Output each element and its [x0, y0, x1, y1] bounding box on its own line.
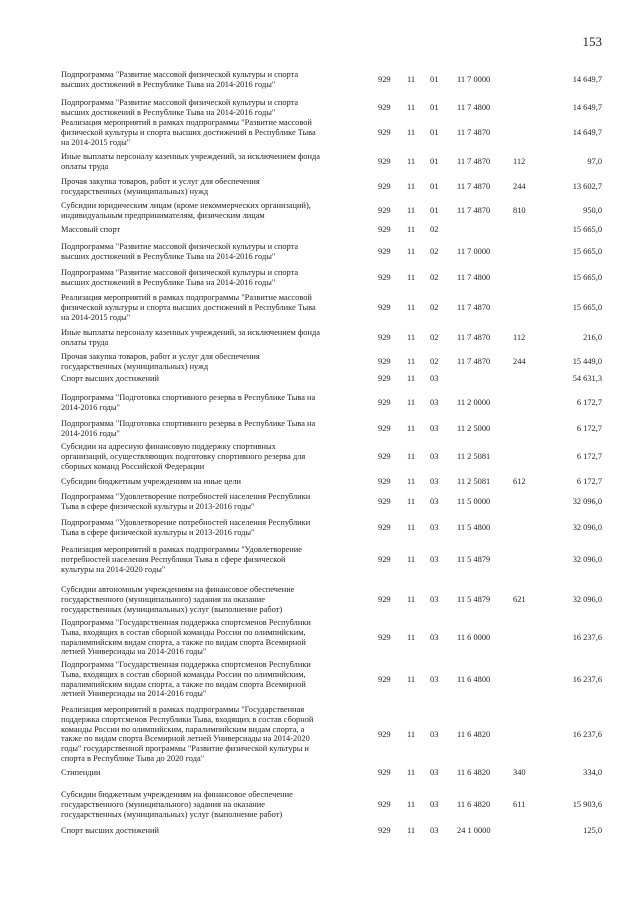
cell-ministry: 929: [378, 477, 391, 486]
row-name: Подпрограмма "Развитие массовой физической культуры и спорта высших достижений в Республике Тыва на 2014-2016 годы": [61, 242, 299, 261]
cell-amount: 950,0: [583, 205, 602, 215]
cell-amount: 32 096,0: [572, 496, 602, 506]
cell-target-article: 11 7 4870: [457, 181, 491, 191]
cell-podrazdel: 01: [430, 156, 439, 166]
cell-ministry: 929: [378, 799, 391, 809]
row-name: Иные выплаты персоналу казенных учреждений, за исключением фонда оплаты труда: [61, 152, 320, 171]
cell-expense-type: 244: [513, 181, 526, 191]
cell-target-article: 11 7 4800: [457, 102, 491, 112]
cell-target-article: 11 7 4870: [457, 205, 491, 215]
cell-target-article: 11 7 0000: [457, 246, 491, 256]
cell-target-article: 11 2 5081: [457, 451, 491, 461]
cell-amount: 54 631,3: [572, 374, 602, 383]
cell-podrazdel: 03: [430, 729, 439, 739]
cell-podrazdel: 02: [430, 356, 439, 366]
row-name: Подпрограмма "Государственная поддержка спортсменов Республики Тыва, входящих в состав сборной команды России по олимпийским, паралимпийским видам спорта, а также по видам спорта Всемирной летней Универсиады на 2014-2016 годы": [61, 618, 311, 657]
cell-amount: 334,0: [583, 768, 602, 777]
row-name: Подпрограмма "Развитие массовой физической культуры и спорта высших достижений в Республике Тыва на 2014-2016 годы": [61, 70, 299, 89]
cell-amount: 97,0: [587, 156, 602, 166]
cell-expense-type: 112: [513, 332, 526, 342]
cell-ministry: 929: [378, 156, 391, 166]
cell-ministry: 929: [378, 451, 391, 461]
cell-podrazdel: 01: [430, 127, 439, 137]
cell-razdel: 11: [407, 674, 416, 684]
row-name: Спорт высших достижений: [61, 826, 159, 835]
cell-razdel: 11: [407, 397, 416, 407]
cell-amount: 6 172,7: [576, 423, 602, 433]
cell-podrazdel: 02: [430, 246, 439, 256]
cell-razdel: 11: [407, 729, 416, 739]
cell-ministry: 929: [378, 397, 391, 407]
cell-razdel: 11: [407, 522, 416, 532]
cell-expense-type: 612: [513, 477, 526, 486]
cell-target-article: 11 2 5081: [457, 477, 491, 486]
cell-podrazdel: 03: [430, 496, 439, 506]
cell-ministry: 929: [378, 374, 391, 383]
row-name: Массовый спорт: [61, 225, 121, 234]
row-name: Прочая закупка товаров, работ и услуг для обеспечения государственных (муниципальных) нужд: [61, 177, 260, 196]
cell-expense-type: 810: [513, 205, 526, 215]
cell-podrazdel: 01: [430, 181, 439, 191]
cell-amount: 14 649,7: [572, 74, 602, 84]
cell-ministry: 929: [378, 554, 391, 564]
cell-ministry: 929: [378, 674, 391, 684]
cell-amount: 6 172,7: [576, 451, 602, 461]
cell-target-article: 11 7 4870: [457, 332, 491, 342]
cell-amount: 16 237,6: [572, 632, 602, 642]
cell-amount: 125,0: [583, 826, 602, 835]
cell-razdel: 11: [407, 74, 416, 84]
cell-ministry: 929: [378, 768, 391, 777]
cell-target-article: 24 1 0000: [457, 826, 491, 835]
row-name: Стипендии: [61, 768, 101, 777]
row-name: Подпрограмма "Развитие массовой физической культуры и спорта высших достижений в Республике Тыва на 2014-2016 годы": [61, 98, 299, 117]
cell-ministry: 929: [378, 225, 391, 234]
row-name: Подпрограмма "Удовлетворение потребностей населения Республики Тыва в сфере физической культуры и 2013-2016 годы": [61, 518, 311, 537]
cell-target-article: 11 6 4820: [457, 768, 491, 777]
cell-podrazdel: 03: [430, 826, 439, 835]
cell-target-article: 11 5 0000: [457, 496, 491, 506]
row-name: Подпрограмма "Государственная поддержка спортсменов Республики Тыва, входящих в состав сборной команды России по олимпийским, паралимпийским видам спорта, а также по видам спорта Всемирной летней Универсиады на 2014-2016 годы": [61, 660, 311, 699]
row-name: Субсидии на адресную финансовую поддержку спортивных организаций, осуществляющих подготовку спортивного резерва для сборных команд Российской Федерации: [61, 442, 306, 471]
cell-razdel: 11: [407, 768, 416, 777]
row-name: Подпрограмма "Развитие массовой физической культуры и спорта высших достижений в Республике Тыва на 2014-2016 годы": [61, 268, 299, 287]
row-name: Субсидии бюджетным учреждениям на иные цели: [61, 477, 241, 486]
cell-podrazdel: 03: [430, 423, 439, 433]
cell-ministry: 929: [378, 594, 391, 604]
cell-podrazdel: 02: [430, 225, 439, 234]
cell-podrazdel: 02: [430, 332, 439, 342]
cell-podrazdel: 03: [430, 374, 439, 383]
cell-ministry: 929: [378, 272, 391, 282]
cell-target-article: 11 6 4820: [457, 729, 491, 739]
cell-target-article: 11 5 4879: [457, 594, 491, 604]
row-name: Подпрограмма "Удовлетворение потребностей населения Республики Тыва в сфере физической культуры и 2013-2016 годы": [61, 492, 311, 511]
cell-amount: 14 649,7: [572, 127, 602, 137]
cell-razdel: 11: [407, 496, 416, 506]
cell-amount: 15 903,6: [572, 799, 602, 809]
cell-podrazdel: 03: [430, 632, 439, 642]
cell-ministry: 929: [378, 181, 391, 191]
cell-amount: 14 649,7: [572, 102, 602, 112]
cell-razdel: 11: [407, 374, 416, 383]
cell-target-article: 11 6 4800: [457, 674, 491, 684]
cell-ministry: 929: [378, 102, 391, 112]
cell-podrazdel: 03: [430, 799, 439, 809]
cell-razdel: 11: [407, 332, 416, 342]
cell-ministry: 929: [378, 332, 391, 342]
page-number: 153: [582, 34, 602, 49]
cell-podrazdel: 03: [430, 397, 439, 407]
cell-razdel: 11: [407, 102, 416, 112]
row-name: Иные выплаты персоналу казенных учреждений, за исключением фонда оплаты труда: [61, 328, 320, 347]
cell-target-article: 11 7 4870: [457, 356, 491, 366]
cell-amount: 15 665,0: [572, 302, 602, 312]
row-name: Прочая закупка товаров, работ и услуг для обеспечения государственных (муниципальных) нужд: [61, 352, 260, 371]
cell-target-article: 11 5 4800: [457, 522, 491, 532]
cell-razdel: 11: [407, 477, 416, 486]
cell-razdel: 11: [407, 554, 416, 564]
cell-amount: 15 665,0: [572, 246, 602, 256]
cell-podrazdel: 03: [430, 554, 439, 564]
cell-amount: 216,0: [583, 332, 602, 342]
cell-ministry: 929: [378, 826, 391, 835]
cell-amount: 16 237,6: [572, 729, 602, 739]
cell-razdel: 11: [407, 181, 416, 191]
cell-razdel: 11: [407, 799, 416, 809]
cell-ministry: 929: [378, 356, 391, 366]
cell-razdel: 11: [407, 632, 416, 642]
cell-target-article: 11 6 0000: [457, 632, 491, 642]
cell-razdel: 11: [407, 205, 416, 215]
cell-expense-type: 621: [513, 594, 526, 604]
row-name: Подпрограмма "Подготовка спортивного резерва в Республике Тыва на 2014-2016 годы": [61, 393, 316, 412]
cell-razdel: 11: [407, 594, 416, 604]
cell-amount: 15 665,0: [572, 225, 602, 234]
cell-razdel: 11: [407, 272, 416, 282]
cell-amount: 13 602,7: [572, 181, 602, 191]
cell-amount: 6 172,7: [576, 477, 602, 486]
cell-target-article: 11 7 4870: [457, 156, 491, 166]
cell-podrazdel: 03: [430, 594, 439, 604]
cell-razdel: 11: [407, 423, 416, 433]
cell-target-article: 11 7 4870: [457, 127, 491, 137]
cell-podrazdel: 03: [430, 674, 439, 684]
cell-expense-type: 244: [513, 356, 526, 366]
cell-target-article: 11 2 0000: [457, 397, 491, 407]
cell-ministry: 929: [378, 205, 391, 215]
cell-amount: 15 665,0: [572, 272, 602, 282]
cell-target-article: 11 6 4820: [457, 799, 491, 809]
row-name: Подпрограмма "Подготовка спортивного резерва в Республике Тыва на 2014-2016 годы": [61, 419, 316, 438]
cell-ministry: 929: [378, 729, 391, 739]
cell-podrazdel: 03: [430, 768, 439, 777]
cell-amount: 16 237,6: [572, 674, 602, 684]
cell-ministry: 929: [378, 127, 391, 137]
cell-target-article: 11 5 4879: [457, 554, 491, 564]
cell-razdel: 11: [407, 225, 416, 234]
cell-target-article: 11 7 4800: [457, 272, 491, 282]
row-name: Реализация мероприятий в рамках подпрограммы "Развитие массовой физической культуры и спорта высших достижений в Республике Тыва на 2014-2015 годы": [61, 293, 316, 322]
cell-razdel: 11: [407, 826, 416, 835]
cell-podrazdel: 02: [430, 302, 439, 312]
cell-podrazdel: 03: [430, 451, 439, 461]
cell-amount: 32 096,0: [572, 594, 602, 604]
cell-razdel: 11: [407, 302, 416, 312]
cell-target-article: 11 7 0000: [457, 74, 491, 84]
cell-podrazdel: 03: [430, 522, 439, 532]
cell-podrazdel: 03: [430, 477, 439, 486]
row-name: Реализация мероприятий в рамках подпрограммы "Удовлетворение потребностей населения Республики Тыва в сфере физической культуры на 2014-2020 годы": [61, 545, 302, 574]
row-name: Субсидии бюджетным учреждениям на финансовое обеспечение государственного (муниципального) задания на оказание государственных (муниципальных) услуг (выполнение работ): [61, 790, 293, 819]
cell-target-article: 11 7 4870: [457, 302, 491, 312]
row-name: Реализация мероприятий в рамках подпрограммы "Развитие массовой физической культуры и спорта высших достижений в Республике Тыва на 2014-2015 годы": [61, 118, 316, 147]
cell-ministry: 929: [378, 522, 391, 532]
cell-target-article: 11 2 5000: [457, 423, 491, 433]
row-name: Субсидии автономным учреждениям на финансовое обеспечение государственного (муниципального) задания на оказание государственных (муниципальных) услуг (выполнение работ): [61, 585, 295, 614]
cell-razdel: 11: [407, 356, 416, 366]
cell-ministry: 929: [378, 632, 391, 642]
cell-amount: 32 096,0: [572, 554, 602, 564]
row-name: Субсидии юридическим лицам (кроме некоммерческих организаций), индивидуальным предпринимателям, физическим лицам: [61, 201, 311, 220]
cell-razdel: 11: [407, 156, 416, 166]
cell-podrazdel: 02: [430, 272, 439, 282]
cell-podrazdel: 01: [430, 205, 439, 215]
cell-amount: 32 096,0: [572, 522, 602, 532]
cell-expense-type: 611: [513, 799, 526, 809]
cell-ministry: 929: [378, 496, 391, 506]
cell-ministry: 929: [378, 423, 391, 433]
cell-podrazdel: 01: [430, 74, 439, 84]
row-name: Реализация мероприятий в рамках подпрограммы "Государственная поддержка спортсменов Республики Тыва, входящих в состав сборной команды России по олимпийским, паралимпийским видам спорта, а также по видам спорта Всемирной летней Универсиады на 2014-2020 годы" государственной программы "Развитие физической культуры и спорта в Республике Тыва до 2020 года": [61, 705, 314, 763]
cell-razdel: 11: [407, 127, 416, 137]
cell-amount: 15 449,0: [572, 356, 602, 366]
cell-expense-type: 340: [513, 768, 526, 777]
cell-expense-type: 112: [513, 156, 526, 166]
cell-podrazdel: 01: [430, 102, 439, 112]
cell-ministry: 929: [378, 74, 391, 84]
cell-ministry: 929: [378, 246, 391, 256]
cell-amount: 6 172,7: [576, 397, 602, 407]
cell-razdel: 11: [407, 246, 416, 256]
cell-razdel: 11: [407, 451, 416, 461]
cell-ministry: 929: [378, 302, 391, 312]
row-name: Спорт высших достижений: [61, 374, 159, 383]
